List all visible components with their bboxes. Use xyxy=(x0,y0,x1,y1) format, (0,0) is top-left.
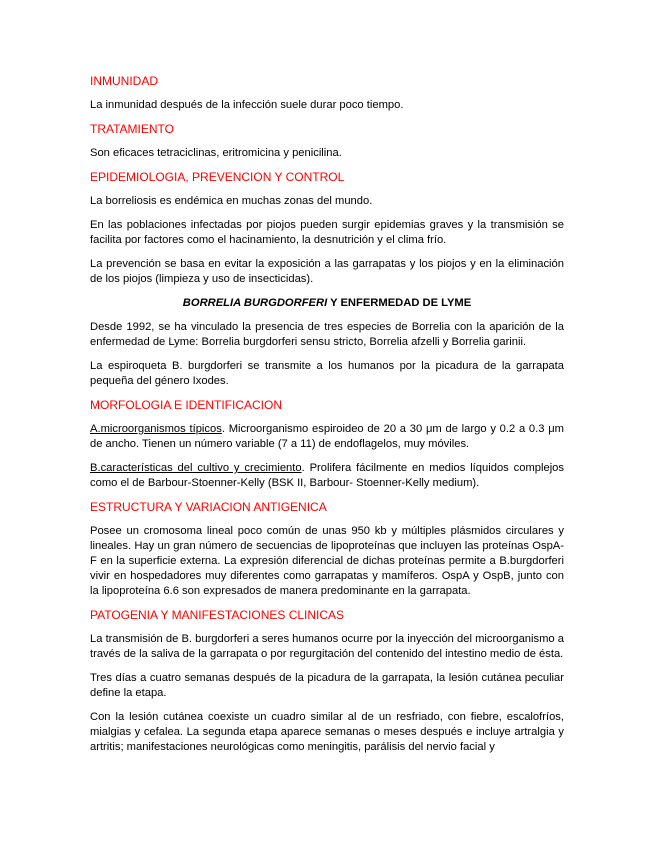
paragraph: La espiroqueta B. burgdorferi se transmite a los humanos por la picadura de la garrapata pequeña del género Ixodes. xyxy=(90,360,564,387)
paragraph: La transmisión de B. burgdorferi a seres humanos ocurre por la inyección del microorganismo a través de la saliva de la garrapata o por regurgitación del contenido del intestino medio de ésta. xyxy=(90,633,564,660)
paragraph: La borreliosis es endémica en muchas zonas del mundo. xyxy=(90,195,373,207)
heading-patogenia: PATOGENIA Y MANIFESTACIONES CLINICAS xyxy=(90,608,345,622)
paragraph: Son eficaces tetraciclinas, eritromicina y penicilina. xyxy=(90,147,342,159)
item-a-text: . Microorganismo espiroideo de 20 a 30 μm de largo y 0.2 a 0.3 μm de ancho. Tienen un número variable (7 a 11) de endoflagelos, muy móviles. xyxy=(90,423,565,450)
paragraph: Posee un cromosoma lineal poco común de unas 950 kb y múltiples plásmidos circulares y lineales. Hay un gran número de secuencias de lipoproteínas que incluyen las proteínas OspA-F en la superficie externa. La expresión diferencial de dichas proteínas permite a B.burgdorferi vivir en hospedadores muy diferentes como garrapatas y mamíferos. OspA y OspB, junto con la lipoproteína 6.6 son expresados de manera predominante en la garrapata. xyxy=(90,525,564,597)
heading-epidemiologia: EPIDEMIOLOGIA, PREVENCION Y CONTROL xyxy=(90,170,345,184)
paragraph: Tres días a cuatro semanas después de la picadura de la garrapata, la lesión cutánea peculiar define la etapa. xyxy=(90,672,564,699)
item-b-label: B.características del cultivo y crecimiento xyxy=(90,462,302,474)
paragraph: La prevención se basa en evitar la exposición a las garrapatas y los piojos y en la eliminación de los piojos (limpieza y uso de insecticidas). xyxy=(90,258,564,285)
paragraph-item-a xyxy=(90,422,564,452)
title-species: BORRELIA BURGDORFERI xyxy=(182,297,328,309)
paragraph: Con la lesión cutánea coexiste un cuadro similar al de un resfriado, con fiebre, escalofríos, mialgias y cefalea. La segunda etapa aparece semanas o meses después e incluye artralgia y artritis; manifestaciones neurológicas como meningitis, parálisis del nervio facial y xyxy=(90,711,564,753)
heading-inmunidad: INMUNIDAD xyxy=(90,74,158,88)
item-a-label: A.microorganismos típicos xyxy=(90,423,222,435)
title-rest: Y ENFERMEDAD DE LYME xyxy=(327,297,472,309)
paragraph: En las poblaciones infectadas por piojos pueden surgir epidemias graves y la transmisión se facilita por factores como el hacinamiento, la desnutrición y el clima frío. xyxy=(90,219,564,246)
paragraph: La inmunidad después de la infección suele durar poco tiempo. xyxy=(90,99,404,111)
paragraph-item-b xyxy=(90,461,564,491)
heading-estructura: ESTRUCTURA Y VARIACION ANTIGENICA xyxy=(90,500,327,514)
heading-morfologia: MORFOLOGIA E IDENTIFICACION xyxy=(90,398,283,412)
item-b-text: . Prolifera fácilmente en medios líquidos complejos como el de Barbour-Stoenner-Kelly (BSK II, Barbour- Stoenner-Kelly medium). xyxy=(90,462,564,489)
section-title xyxy=(90,296,564,311)
document-page xyxy=(90,74,564,764)
heading-tratamiento: TRATAMIENTO xyxy=(90,122,174,136)
paragraph: Desde 1992, se ha vinculado la presencia de tres especies de Borrelia con la aparición de la enfermedad de Lyme: Borrelia burgdorferi sensu stricto, Borrelia afzelli y Borrelia garinii. xyxy=(90,321,564,348)
